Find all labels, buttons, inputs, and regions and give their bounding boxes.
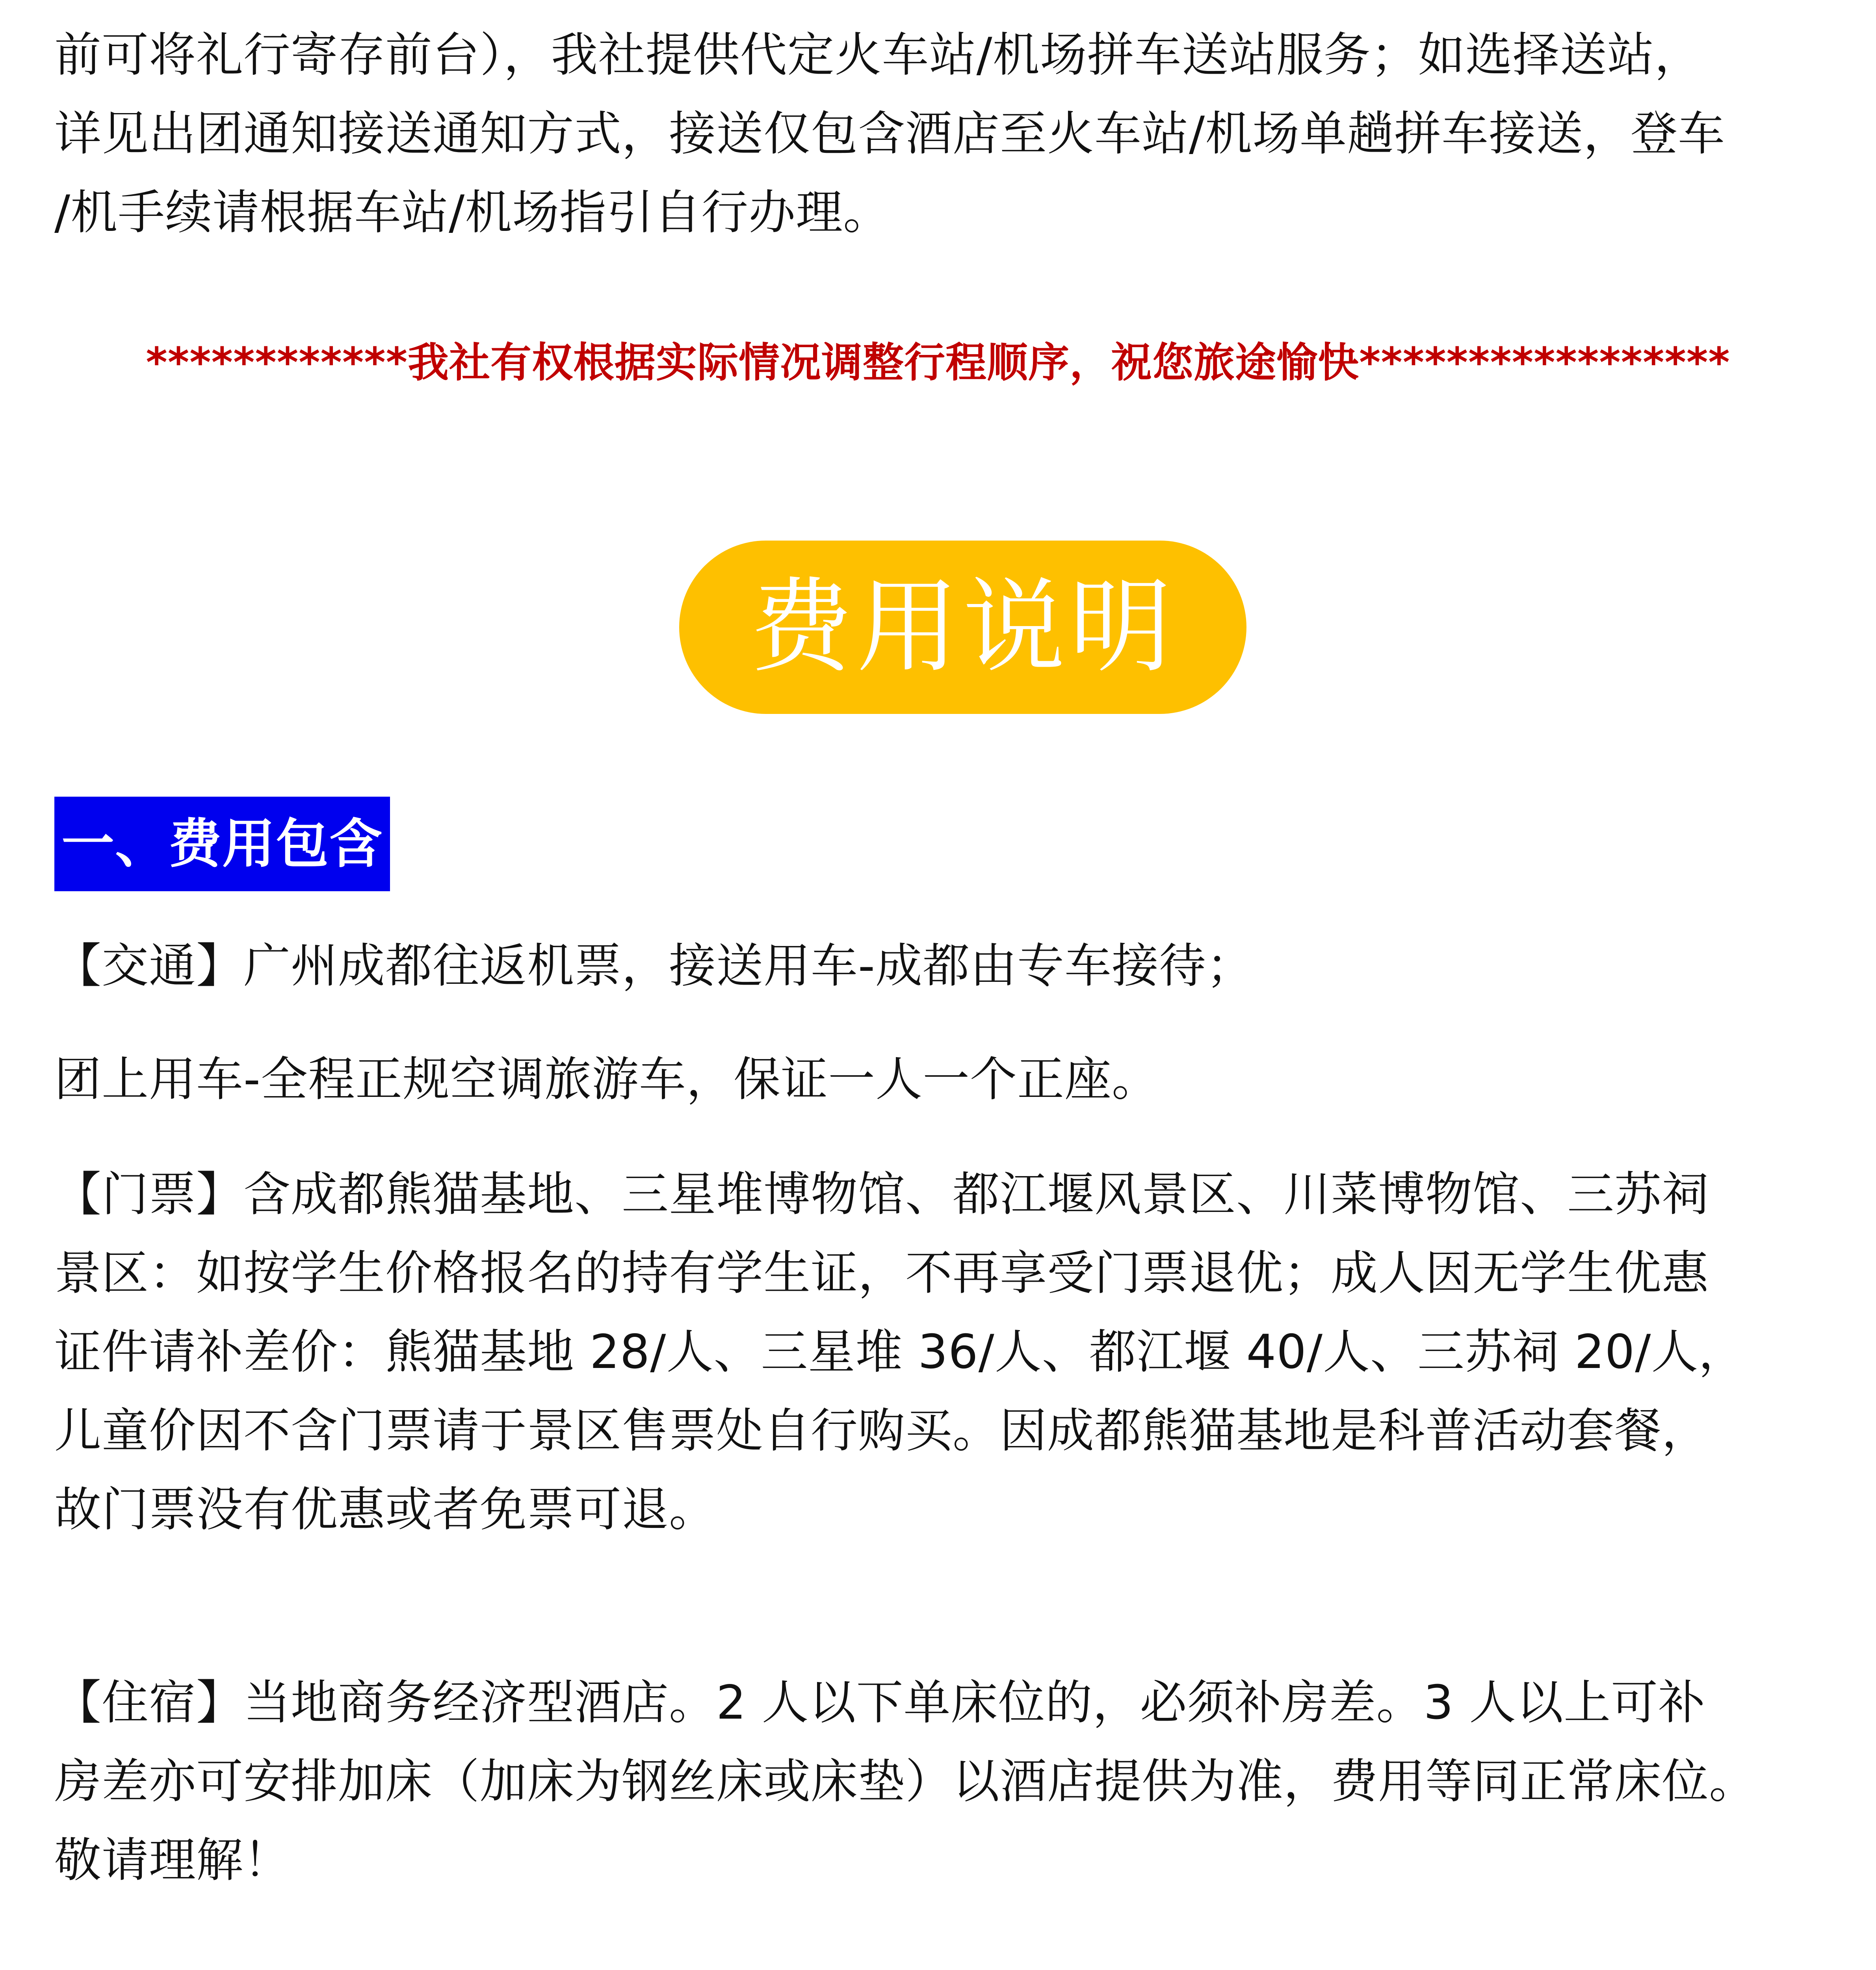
lodging-line-1: 【住宿】当地商务经济型酒店。2 人以下单床位的，必须补房差。3 人以上可补 [54,1676,1706,1730]
section-title-pill [679,541,1246,714]
intro-line-2: 详见出团通知接送通知方式，接送仅包含酒店至火车站/机场单趟拼车接送，登车 [54,107,1726,161]
cost-included-heading: 一、费用包含 [54,797,390,891]
intro-line-1: 前可将礼行寄存前台），我社提供代定火车站/机场拼车送站服务；如选择送站， [54,28,1702,82]
tickets-line-4: 儿童价因不含门票请于景区售票处自行购买。因成都熊猫基地是科普活动套餐， [54,1404,1709,1458]
notice-banner: ************我社有权根据实际情况调整行程顺序，祝您旅途愉快***************** [146,338,1730,387]
tickets-line-2: 景区：如按学生价格报名的持有学生证，不再享受门票退优；成人因无学生优惠 [54,1246,1709,1301]
lodging-line-3: 敬请理解！ [54,1833,291,1888]
lodging-paragraph [54,1663,1827,1900]
transport-paragraph-1 [54,927,1827,1005]
lodging-line-2: 房差亦可安排加床（加床为钢丝床或床垫）以酒店提供为准，费用等同正常床位。 [54,1754,1756,1809]
intro-paragraph [54,16,1827,252]
tickets-line-5: 故门票没有优惠或者免票可退。 [54,1483,716,1537]
transport-line-2: 团上用车-全程正规空调旅游车，保证一人一个正座。 [54,1052,1159,1107]
section-title-text: 费用说明 [750,568,1176,687]
tickets-paragraph [54,1155,1827,1549]
tickets-line-1: 【门票】含成都熊猫基地、三星堆博物馆、都江堰风景区、川菜博物馆、三苏祠 [54,1167,1709,1222]
transport-line-1: 【交通】广州成都往返机票，接送用车-成都由专车接待； [54,939,1254,993]
tickets-line-3: 证件请补差价：熊猫基地 28/人、三星堆 36/人、都江堰 40/人、三苏祠 20/人， [54,1325,1746,1379]
transport-paragraph-2 [54,1040,1827,1119]
intro-line-3: /机手续请根据车站/机场指引自行办理。 [54,186,891,240]
